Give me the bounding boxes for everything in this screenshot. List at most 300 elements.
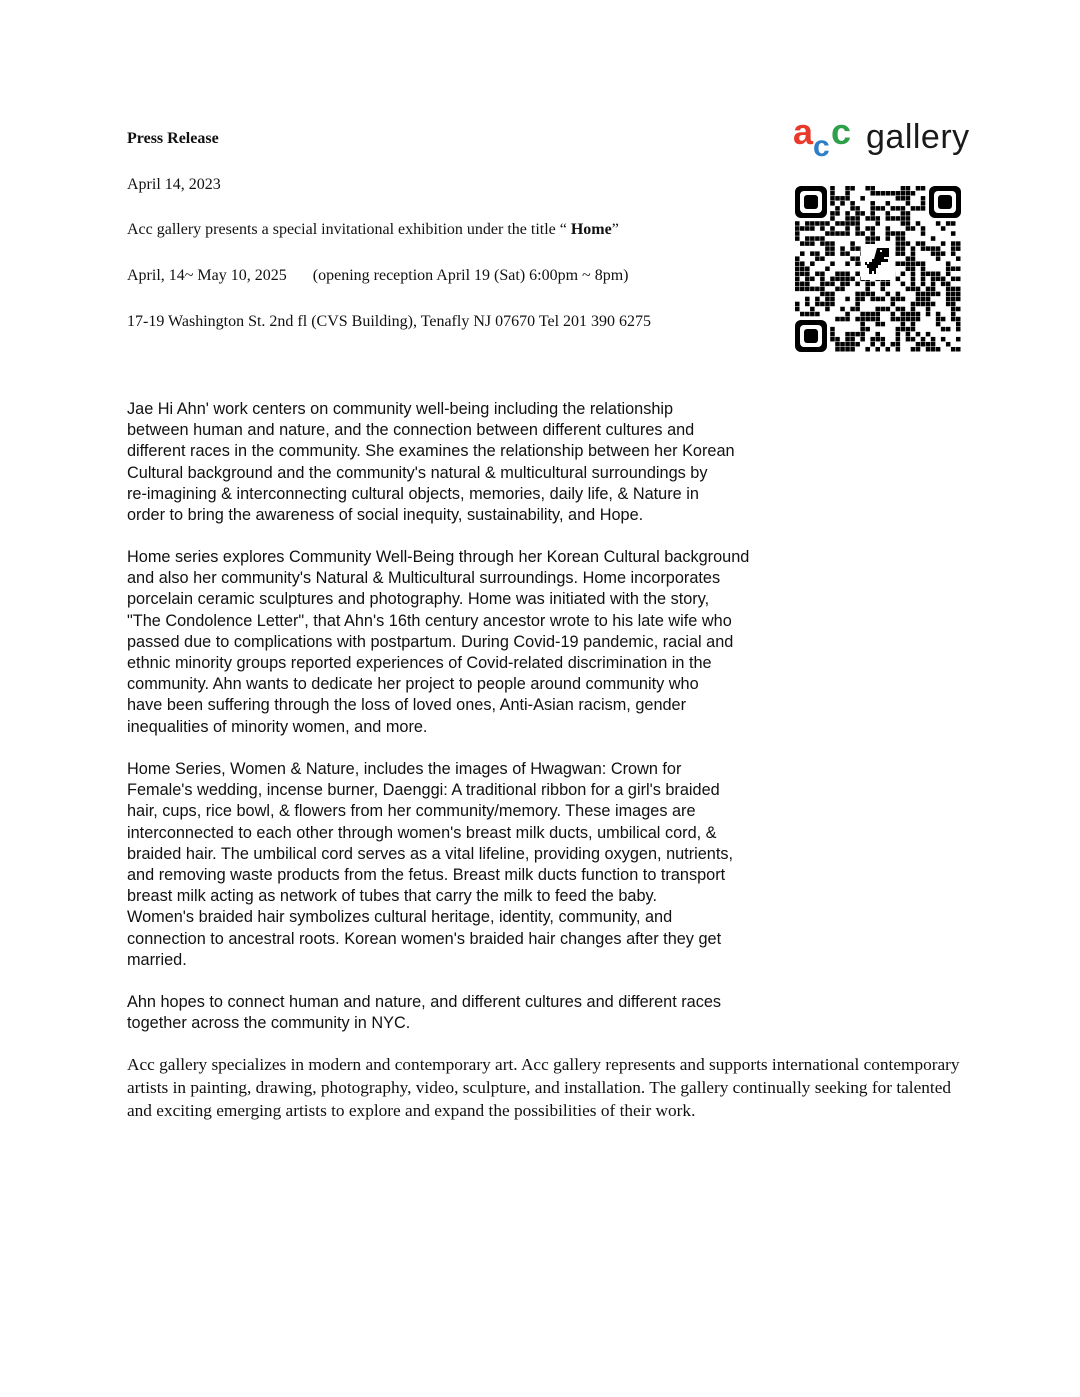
qr-module — [901, 191, 906, 196]
qr-module — [810, 226, 815, 231]
qr-module — [911, 302, 916, 307]
qr-module — [840, 277, 845, 282]
qr-module — [830, 246, 835, 251]
qr-module — [855, 216, 860, 221]
qr-module — [926, 312, 931, 317]
body-paragraph-3: Home Series, Women & Nature, includes the images of Hwagwan: Crown for Female's wedding, incense burner, Daenggi: A traditional ribbon for a girl's braided hair, cups, rice bowl, & flowers from her community/memory. These images are interconnected to each other through women's breast milk ducts, umbilical cord, & braided hair. The umbilical cord serves as a vital lifeline, providing oxygen, nutrients, and removing waste products from the fetus. Breast milk ducts function to transport breast milk acting as network of tubes that carry the milk to feed the baby. Women's braided hair symbolizes cultural heritage, identity, community, and connection to ancestral roots. Korean women's braided hair changes after they get married. — [127, 760, 734, 969]
qr-module — [881, 287, 886, 292]
intro-line — [127, 221, 619, 239]
qr-module — [855, 211, 860, 216]
qr-module — [875, 332, 880, 337]
qr-module — [835, 211, 840, 216]
intro-suffix: ” — [611, 221, 619, 238]
qr-module — [850, 332, 855, 337]
qr-module — [921, 261, 926, 266]
qr-module — [830, 216, 835, 221]
qr-finder-top-right — [929, 186, 961, 218]
qr-module — [906, 201, 911, 206]
qr-module — [850, 337, 855, 342]
qr-module — [810, 261, 815, 266]
qr-module — [865, 226, 870, 231]
qr-module — [845, 261, 850, 266]
qr-module — [916, 186, 921, 191]
qr-module — [931, 347, 936, 352]
qr-module — [850, 201, 855, 206]
qr-module — [875, 312, 880, 317]
qr-module — [951, 266, 956, 271]
qr-module — [855, 226, 860, 231]
qr-module — [845, 272, 850, 277]
qr-module — [891, 312, 896, 317]
qr-module — [901, 236, 906, 241]
qr-module — [956, 246, 961, 251]
qr-module — [881, 342, 886, 347]
qr-module — [911, 307, 916, 312]
qr-module — [830, 241, 835, 246]
qr-module — [850, 246, 855, 251]
qr-module — [931, 246, 936, 251]
qr-module — [805, 266, 810, 271]
qr-module — [825, 221, 830, 226]
qr-finder-top-left — [795, 186, 827, 218]
qr-module — [865, 317, 870, 322]
qr-module — [875, 216, 880, 221]
qr-module — [820, 226, 825, 231]
qr-module — [926, 292, 931, 297]
qr-module — [901, 221, 906, 226]
qr-module — [951, 347, 956, 352]
qr-module — [956, 277, 961, 282]
qr-module — [870, 206, 875, 211]
qr-module — [830, 196, 835, 201]
qr-module — [891, 342, 896, 347]
qr-module — [845, 337, 850, 342]
qr-module — [911, 287, 916, 292]
qr-module — [946, 272, 951, 277]
qr-module — [901, 307, 906, 312]
qr-module — [855, 256, 860, 261]
qr-module — [820, 241, 825, 246]
qr-module — [941, 251, 946, 256]
release-date: April 14, 2023 — [127, 176, 221, 193]
qr-module — [926, 297, 931, 302]
qr-module — [906, 261, 911, 266]
qr-module — [825, 241, 830, 246]
qr-module — [896, 307, 901, 312]
qr-module — [911, 327, 916, 332]
qr-module — [946, 302, 951, 307]
qr-module — [911, 322, 916, 327]
qr-module — [911, 261, 916, 266]
qr-module — [820, 282, 825, 287]
qr-module — [916, 332, 921, 337]
qr-module — [810, 307, 815, 312]
qr-module — [825, 302, 830, 307]
qr-module — [906, 327, 911, 332]
qr-module — [901, 186, 906, 191]
qr-module — [921, 186, 926, 191]
qr-module — [896, 231, 901, 236]
exhibition-dates: April, 14~ May 10, 2025 — [127, 267, 287, 284]
qr-module — [881, 282, 886, 287]
qr-module — [921, 226, 926, 231]
qr-module — [956, 241, 961, 246]
qr-module — [875, 297, 880, 302]
qr-module — [850, 347, 855, 352]
qr-module — [896, 342, 901, 347]
qr-module — [865, 282, 870, 287]
qr-module — [845, 231, 850, 236]
qr-module — [810, 241, 815, 246]
qr-module — [886, 236, 891, 241]
qr-module — [810, 287, 815, 292]
qr-module — [951, 312, 956, 317]
qr-module — [896, 216, 901, 221]
qr-module — [921, 272, 926, 277]
qr-module — [916, 206, 921, 211]
qr-module — [810, 221, 815, 226]
qr-module — [896, 337, 901, 342]
qr-module — [870, 231, 875, 236]
qr-module — [956, 327, 961, 332]
qr-module — [840, 347, 845, 352]
qr-module — [865, 236, 870, 241]
qr-module — [845, 277, 850, 282]
qr-module — [855, 332, 860, 337]
qr-module — [906, 186, 911, 191]
qr-module — [911, 266, 916, 271]
qr-module — [835, 342, 840, 347]
qr-module — [931, 251, 936, 256]
qr-module — [835, 287, 840, 292]
qr-module — [926, 272, 931, 277]
qr-module — [855, 292, 860, 297]
qr-module — [951, 307, 956, 312]
qr-module — [825, 292, 830, 297]
qr-module — [901, 206, 906, 211]
qr-module — [875, 221, 880, 226]
qr-module — [815, 272, 820, 277]
opening-reception: (opening reception April 19 (Sat) 6:00pm ~ 8pm) — [312, 267, 629, 284]
qr-module — [820, 272, 825, 277]
qr-module — [901, 317, 906, 322]
qr-module — [936, 221, 941, 226]
qr-module — [946, 342, 951, 347]
qr-module — [845, 347, 850, 352]
qr-module — [916, 342, 921, 347]
qr-module — [855, 317, 860, 322]
qr-module — [835, 277, 840, 282]
qr-module — [815, 251, 820, 256]
qr-module — [870, 282, 875, 287]
qr-module — [916, 221, 921, 226]
qr-module — [805, 272, 810, 277]
qr-module — [840, 272, 845, 277]
qr-module — [886, 347, 891, 352]
qr-module — [921, 302, 926, 307]
qr-module — [805, 236, 810, 241]
qr-module — [840, 287, 845, 292]
qr-module — [911, 256, 916, 261]
qr-module — [891, 297, 896, 302]
qr-module — [931, 302, 936, 307]
qr-module — [926, 347, 931, 352]
qr-module — [911, 272, 916, 277]
qr-module — [845, 226, 850, 231]
qr-module — [820, 221, 825, 226]
qr-module — [886, 282, 891, 287]
qr-module — [830, 277, 835, 282]
qr-module — [906, 221, 911, 226]
qr-module — [805, 297, 810, 302]
qr-module — [795, 221, 800, 226]
qr-module — [830, 282, 835, 287]
qr-module — [941, 337, 946, 342]
qr-module — [830, 186, 835, 191]
qr-module — [865, 216, 870, 221]
qr-code[interactable] — [795, 186, 961, 352]
qr-module — [865, 287, 870, 292]
qr-module — [835, 347, 840, 352]
qr-module — [896, 241, 901, 246]
qr-module — [931, 272, 936, 277]
qr-module — [931, 342, 936, 347]
qr-module — [956, 297, 961, 302]
qr-module — [936, 347, 941, 352]
qr-module — [916, 287, 921, 292]
qr-module — [936, 272, 941, 277]
qr-module — [936, 251, 941, 256]
qr-module — [921, 292, 926, 297]
qr-module — [911, 282, 916, 287]
qr-module — [860, 231, 865, 236]
exhibition-dates-line — [127, 267, 628, 285]
qr-module — [926, 287, 931, 292]
qr-module — [931, 277, 936, 282]
qr-module — [911, 251, 916, 256]
qr-module — [911, 246, 916, 251]
qr-module — [860, 312, 865, 317]
qr-module — [810, 251, 815, 256]
qr-module — [936, 312, 941, 317]
qr-module — [820, 302, 825, 307]
qr-module — [951, 292, 956, 297]
qr-module — [926, 342, 931, 347]
qr-module — [845, 297, 850, 302]
qr-module — [850, 241, 855, 246]
qr-module — [810, 312, 815, 317]
qr-module — [845, 191, 850, 196]
qr-module — [946, 282, 951, 287]
qr-module — [870, 226, 875, 231]
qr-module — [850, 221, 855, 226]
qr-module — [906, 216, 911, 221]
qr-module — [916, 297, 921, 302]
qr-module — [870, 312, 875, 317]
qr-module — [830, 261, 835, 266]
qr-module — [916, 241, 921, 246]
qr-module — [881, 297, 886, 302]
qr-module — [845, 282, 850, 287]
qr-module — [921, 282, 926, 287]
qr-module — [956, 266, 961, 271]
qr-module — [845, 221, 850, 226]
qr-module — [840, 196, 845, 201]
qr-module — [921, 231, 926, 236]
intro-prefix: Acc gallery presents a special invitational exhibition under the title “ — [127, 221, 571, 238]
qr-module — [911, 312, 916, 317]
qr-module — [906, 337, 911, 342]
qr-module — [911, 337, 916, 342]
qr-module — [931, 287, 936, 292]
qr-module — [875, 191, 880, 196]
qr-module — [896, 297, 901, 302]
qr-module — [840, 317, 845, 322]
dinosaur-icon — [861, 244, 895, 280]
qr-module — [906, 211, 911, 216]
qr-module — [951, 277, 956, 282]
qr-module — [810, 277, 815, 282]
qr-module — [906, 266, 911, 271]
qr-module — [855, 246, 860, 251]
qr-module — [951, 251, 956, 256]
qr-module — [860, 322, 865, 327]
qr-module — [936, 246, 941, 251]
qr-module — [870, 191, 875, 196]
qr-module — [825, 251, 830, 256]
qr-module — [860, 337, 865, 342]
qr-module — [901, 251, 906, 256]
qr-module — [860, 327, 865, 332]
qr-module — [850, 307, 855, 312]
qr-module — [830, 201, 835, 206]
qr-module — [845, 196, 850, 201]
qr-module — [906, 191, 911, 196]
qr-module — [875, 206, 880, 211]
qr-module — [845, 251, 850, 256]
qr-module — [815, 256, 820, 261]
qr-module — [926, 307, 931, 312]
qr-module — [870, 342, 875, 347]
qr-module — [926, 246, 931, 251]
qr-module — [911, 277, 916, 282]
qr-module — [896, 261, 901, 266]
qr-module — [810, 236, 815, 241]
qr-module — [850, 206, 855, 211]
qr-module — [860, 332, 865, 337]
qr-module — [855, 282, 860, 287]
qr-module — [840, 221, 845, 226]
qr-module — [835, 317, 840, 322]
qr-module — [840, 342, 845, 347]
qr-module — [865, 292, 870, 297]
qr-module — [921, 201, 926, 206]
qr-module — [835, 221, 840, 226]
qr-module — [901, 231, 906, 236]
qr-module — [916, 292, 921, 297]
qr-module — [921, 337, 926, 342]
qr-module — [956, 337, 961, 342]
qr-module — [911, 226, 916, 231]
qr-module — [825, 282, 830, 287]
qr-module — [886, 201, 891, 206]
qr-module — [896, 236, 901, 241]
qr-module — [906, 312, 911, 317]
qr-module — [795, 236, 800, 241]
qr-module — [926, 332, 931, 337]
qr-module — [906, 287, 911, 292]
qr-module — [815, 297, 820, 302]
qr-module — [825, 231, 830, 236]
qr-module — [946, 327, 951, 332]
qr-module — [896, 196, 901, 201]
body-paragraph-4: Ahn hopes to connect human and nature, and different cultures and different races together across the community in NYC. — [127, 993, 722, 1033]
qr-module — [896, 246, 901, 251]
qr-module — [906, 241, 911, 246]
qr-module — [805, 312, 810, 317]
qr-module — [815, 302, 820, 307]
qr-module — [946, 266, 951, 271]
qr-module — [951, 241, 956, 246]
acc-logo-mark — [793, 114, 851, 163]
qr-module — [916, 317, 921, 322]
qr-module — [845, 332, 850, 337]
qr-module — [875, 322, 880, 327]
qr-module — [875, 337, 880, 342]
qr-module — [870, 292, 875, 297]
qr-module — [800, 282, 805, 287]
qr-module — [850, 277, 855, 282]
qr-module — [805, 226, 810, 231]
qr-module — [891, 191, 896, 196]
qr-module — [795, 272, 800, 277]
qr-module — [886, 307, 891, 312]
qr-module — [896, 277, 901, 282]
qr-module — [901, 211, 906, 216]
qr-module — [946, 221, 951, 226]
qr-module — [830, 191, 835, 196]
qr-module — [835, 231, 840, 236]
qr-module — [891, 216, 896, 221]
qr-module — [795, 266, 800, 271]
qr-module — [941, 327, 946, 332]
qr-module — [855, 272, 860, 277]
qr-module — [870, 297, 875, 302]
qr-module — [830, 292, 835, 297]
qr-module — [941, 241, 946, 246]
qr-module — [795, 256, 800, 261]
qr-module — [800, 266, 805, 271]
qr-module — [820, 292, 825, 297]
qr-module — [916, 302, 921, 307]
qr-module — [800, 261, 805, 266]
qr-module — [901, 282, 906, 287]
press-release-label: Press Release — [127, 130, 219, 147]
qr-module — [820, 277, 825, 282]
body-paragraph-2: Home series explores Community Well-Being through her Korean Cultural background and also her community's Natural & Multicultural surroundings. Home incorporates porcelain ceramic sculptures and photography. Home was initiated with the story, "The Condolence Letter", that Ahn's 16th century ancestor wrote to his late wife who passed due to complications with postpartum. During Covid-19 pandemic, racial and ethnic minority groups reported experiences of Covid-related discrimination in the community. Ahn wants to dedicate her project to people around community who have been suffering through the loss of loved ones, Anti-Asian racism, gender inequalities of minority women, and more. — [127, 548, 750, 736]
qr-module — [921, 246, 926, 251]
qr-module — [901, 261, 906, 266]
gallery-address: 17-19 Washington St. 2nd fl (CVS Building), Tenafly NJ 07670 Tel 201 390 6275 — [127, 313, 652, 330]
qr-module — [951, 287, 956, 292]
qr-module — [855, 261, 860, 266]
qr-module — [840, 231, 845, 236]
body-paragraph-1: Jae Hi Ahn' work centers on community well-being including the relationship between human and nature, and the connection between different cultures and different races in the community. She examines the relationship between her Korean Cultural background and the community's natural & multicultural surroundings by re-imagining & interconnecting cultural objects, memories, daily life, & Nature in order to bring the awareness of social inequity, sustainability, and Hope. — [127, 400, 735, 525]
qr-module — [845, 186, 850, 191]
qr-module — [855, 206, 860, 211]
qr-module — [805, 287, 810, 292]
qr-module — [870, 186, 875, 191]
